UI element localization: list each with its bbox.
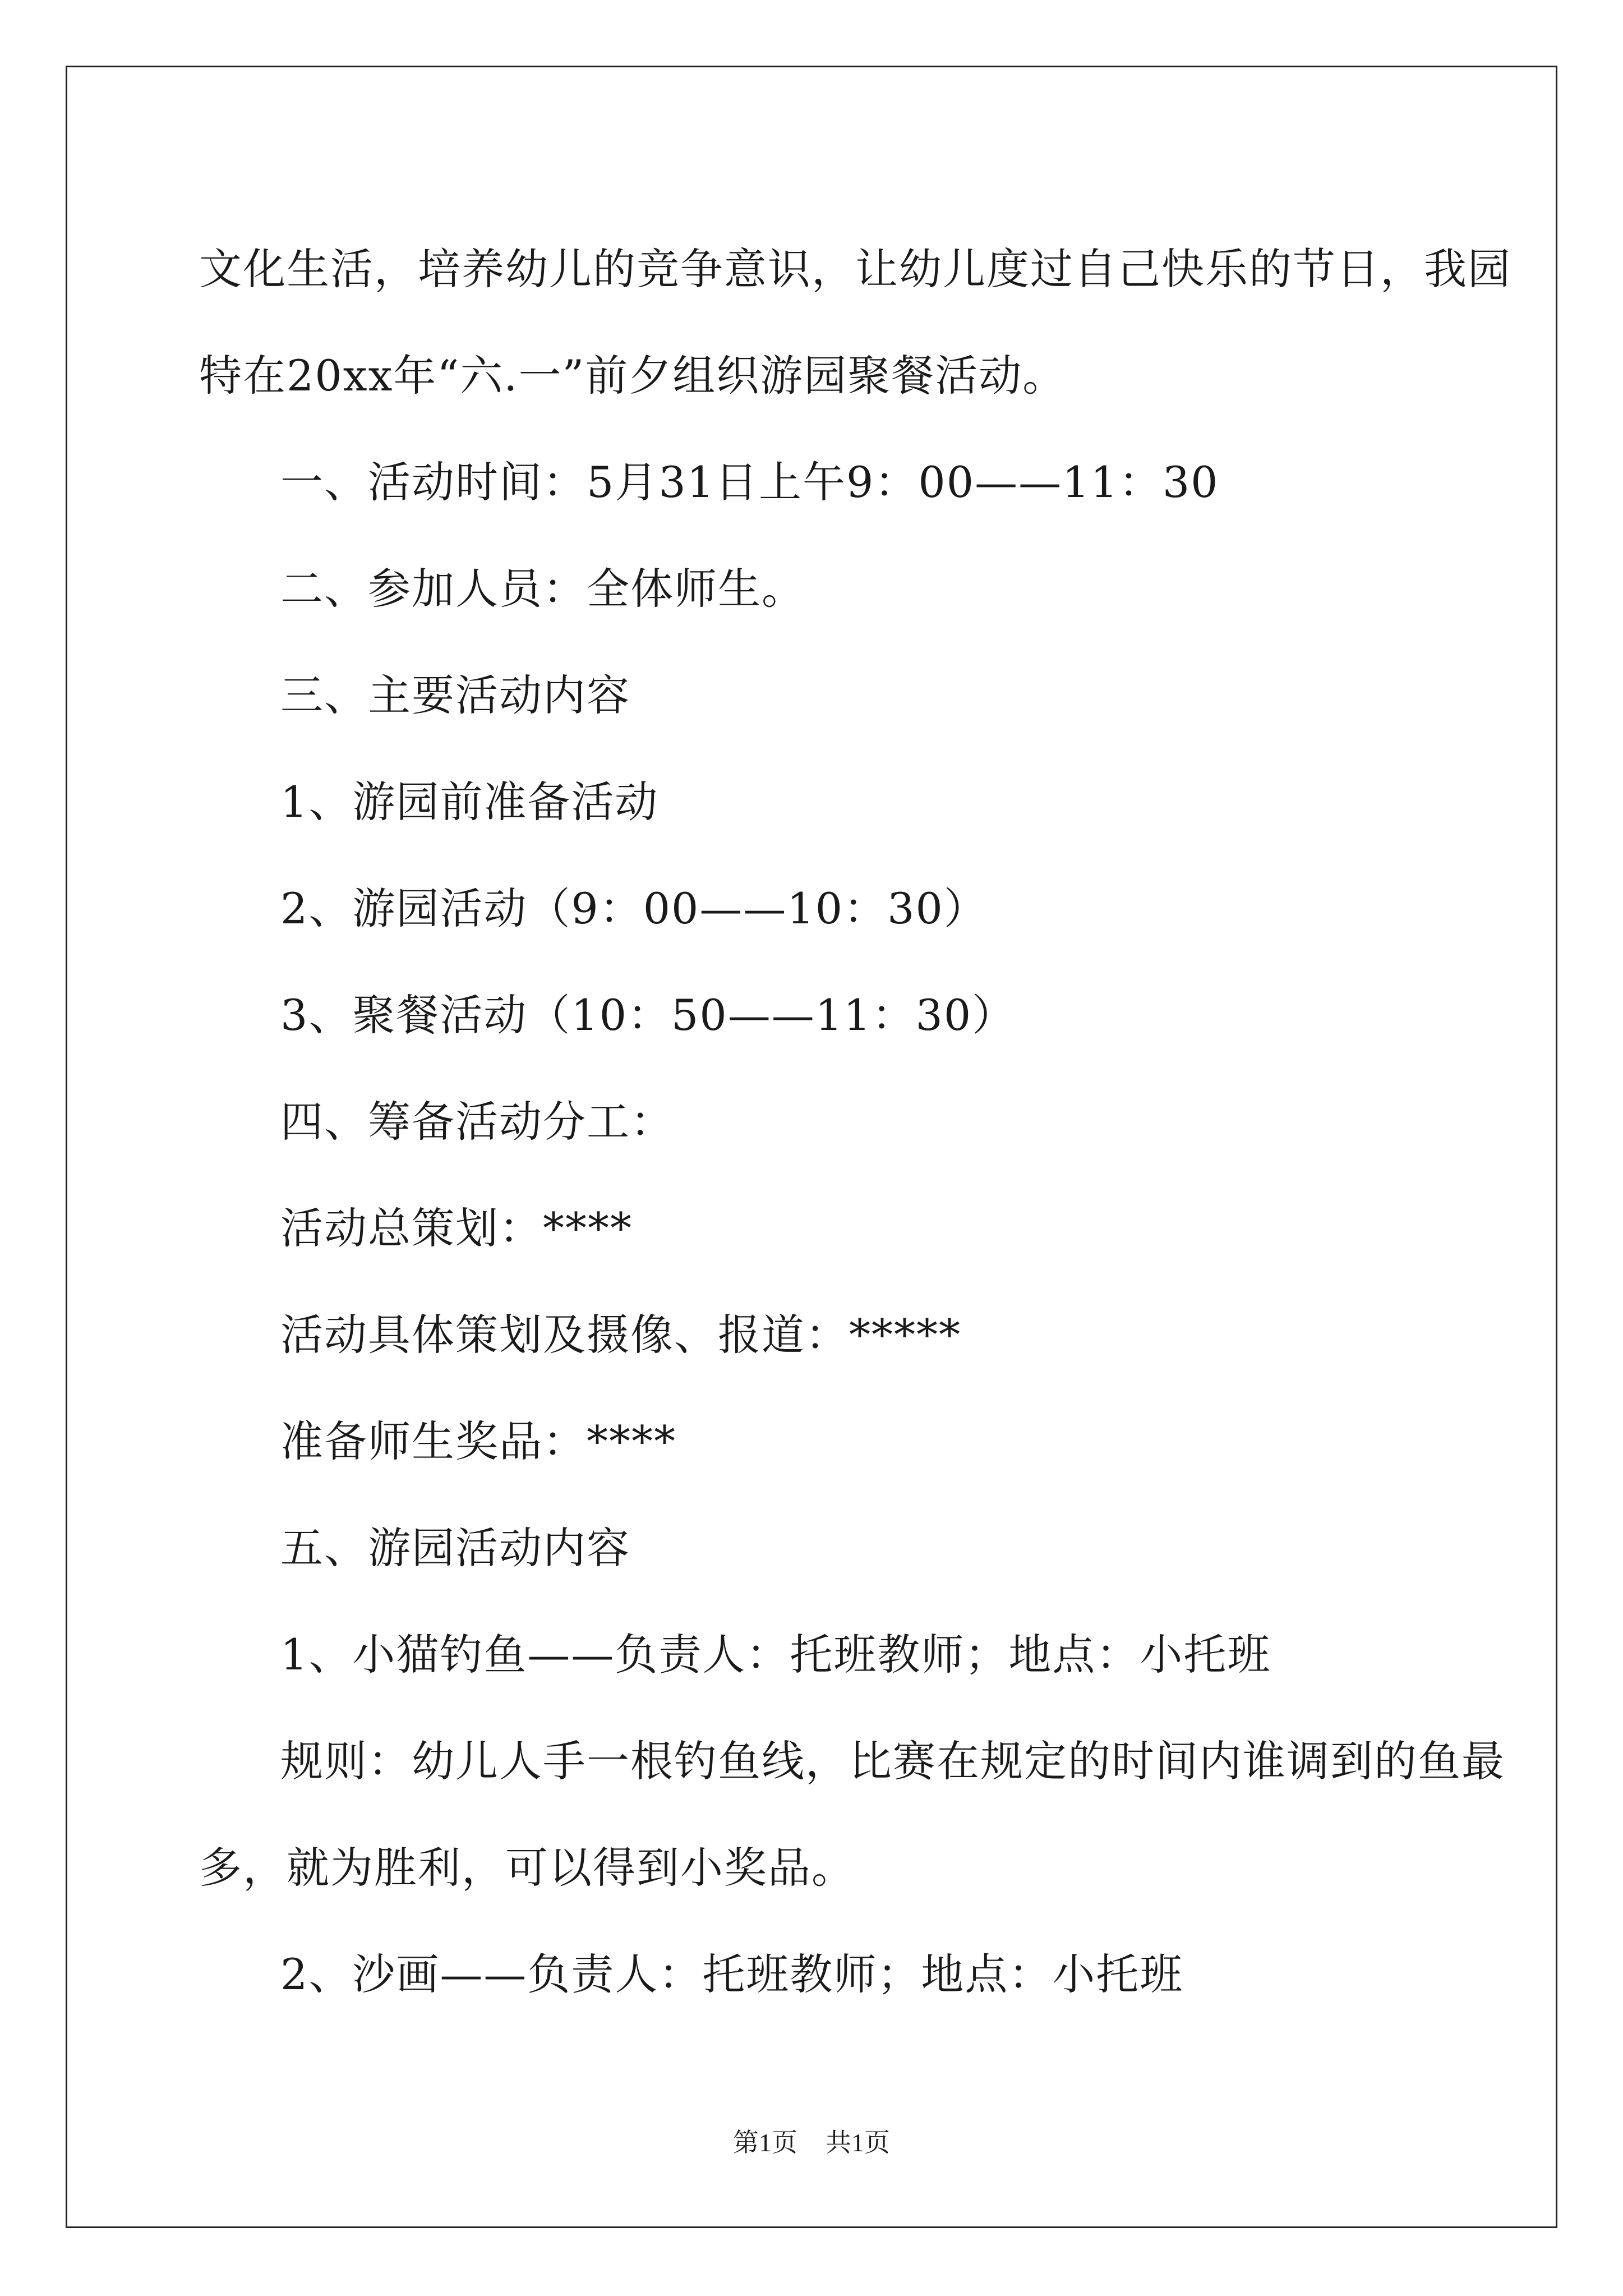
list-item: 准备师生奖品：**** [280,1416,676,1466]
list-item: 2、沙画——负责人：托班教师；地点：小托班 [280,1949,1184,1999]
page-total: 共1页 [826,2128,890,2157]
section-heading-participants: 二、参加人员：全体师生。 [280,564,805,614]
section-heading-activities: 五、游园活动内容 [280,1523,630,1573]
list-item: 活动具体策划及摄像、报道：***** [280,1310,961,1360]
section-heading-time: 一、活动时间：5月31日上午9：00——11：30 [280,457,1219,507]
list-item: 2、游园活动（9：00——10：30） [280,884,988,933]
body-line: 特在20xx年“六.一”前夕组织游园聚餐活动。 [199,351,1067,401]
list-item: 活动总策划：**** [280,1203,633,1253]
section-heading-division: 四、筹备活动分工： [280,1097,674,1147]
document-body [199,216,1511,2028]
body-line: 文化生活，培养幼儿的竞争意识，让幼儿度过自己快乐的节日，我园 [199,244,1511,294]
list-item: 1、游园前准备活动 [280,777,659,827]
section-heading-main-content: 三、主要活动内容 [280,670,630,720]
body-line: 多，就为胜利，可以得到小奖品。 [199,1843,855,1893]
list-item: 3、聚餐活动（10：50——11：30） [280,990,1016,1040]
list-item: 1、小猫钓鱼——负责人：托班教师；地点：小托班 [280,1630,1271,1680]
page-footer [0,2126,1623,2160]
page-number: 第1页 [733,2128,797,2157]
body-line: 规则：幼儿人手一根钓鱼线，比赛在规定的时间内谁调到的鱼最 [280,1736,1505,1786]
